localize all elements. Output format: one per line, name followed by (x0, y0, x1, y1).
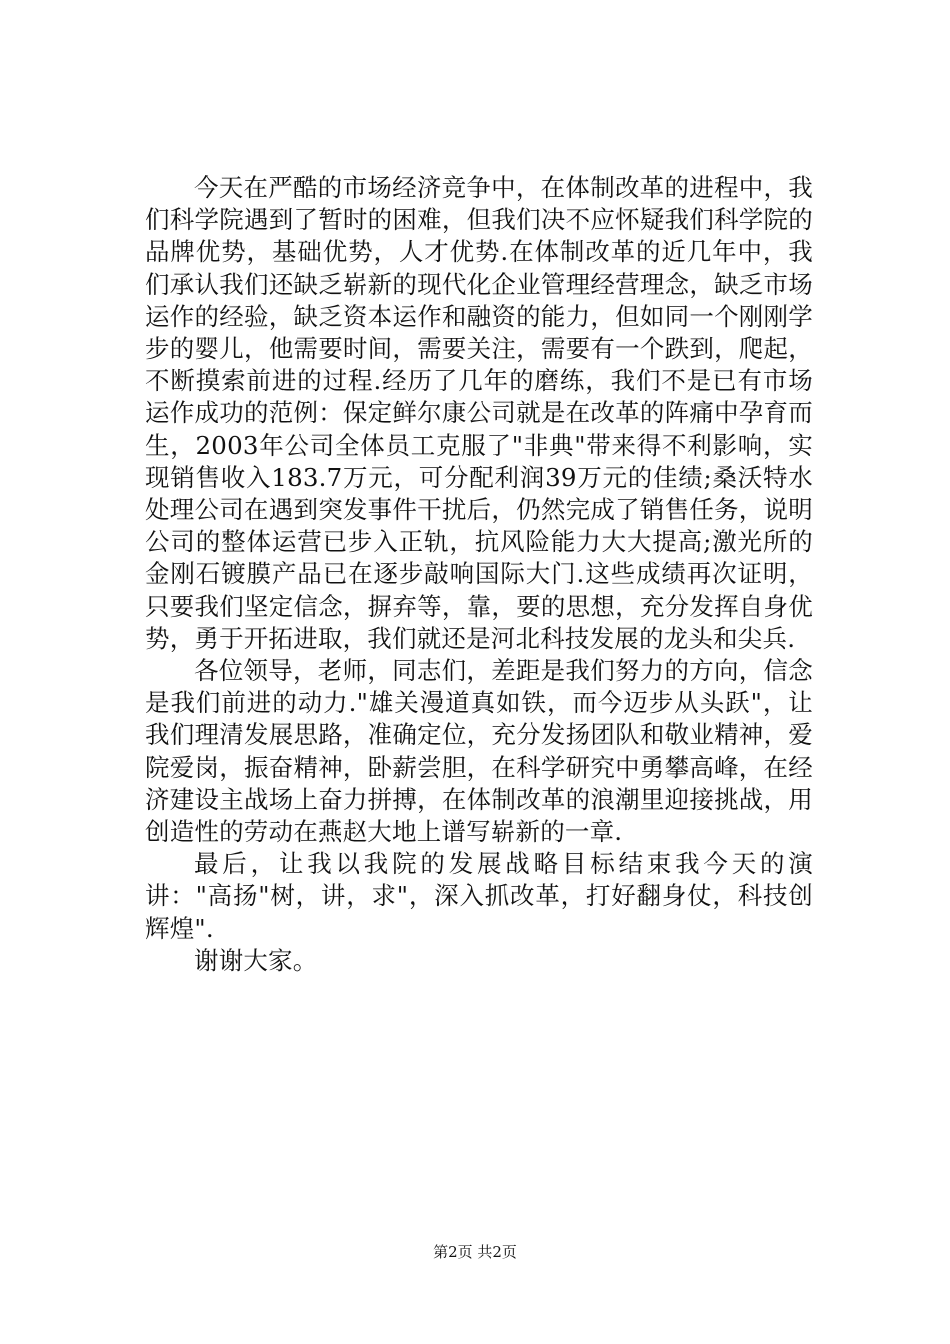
paragraph-reform-achievements: 今天在严酷的市场经济竞争中，在体制改革的进程中，我们科学院遇到了暂时的困难，但我们决不应怀疑我们科学院的品牌优势，基础优势，人才优势.在体制改革的近几年中，我们承认我们还缺乏崭新的现代化企业管理经营理念，缺乏市场运作的经验，缺乏资本运作和融资的能力，但如同一个刚刚学步的婴儿，他需要时间，需要关注，需要有一个跌到，爬起，不断摸索前进的过程.经历了几年的磨练，我们不是已有市场运作成功的范例：保定鲜尔康公司就是在改革的阵痛中孕育而生，2003年公司全体员工克服了"非典"带来得不利影响，实现销售收入183.7万元，可分配利润39万元的佳绩;桑沃特水处理公司在遇到突发事件干扰后，仍然完成了销售任务，说明公司的整体运营已步入正轨，抗风险能力大大提高;激光所的金刚石镀膜产品已在逐步敲响国际大门.这些成绩再次证明，只要我们坚定信念，摒弃等，靠，要的思想，充分发挥自身优势，勇于开拓进取，我们就还是河北科技发展的龙头和尖兵. (145, 173, 813, 653)
paragraph-call-to-action: 各位领导，老师，同志们，差距是我们努力的方向，信念是我们前进的动力."雄关漫道真如铁，而今迈步从头跃"，让我们理清发展思路，准确定位，充分发扬团队和敬业精神，爱院爱岗，振奋精神，卧薪尝胆，在科学研究中勇攀高峰，在经济建设主战场上奋力拼搏，在体制改革的浪潮里迎接挑战，用创造性的劳动在燕赵大地上谱写崭新的一章. (145, 656, 813, 847)
paragraph-thanks: 谢谢大家。 (194, 945, 318, 975)
paragraph-closing-goal: 最后，让我以我院的发展战略目标结束我今天的演讲："高扬"树，讲，求"，深入抓改革，打好翻身仗，科技创辉煌". (145, 849, 813, 943)
document-body (145, 172, 813, 977)
page-footer: 第2页 共2页 (433, 1243, 517, 1261)
